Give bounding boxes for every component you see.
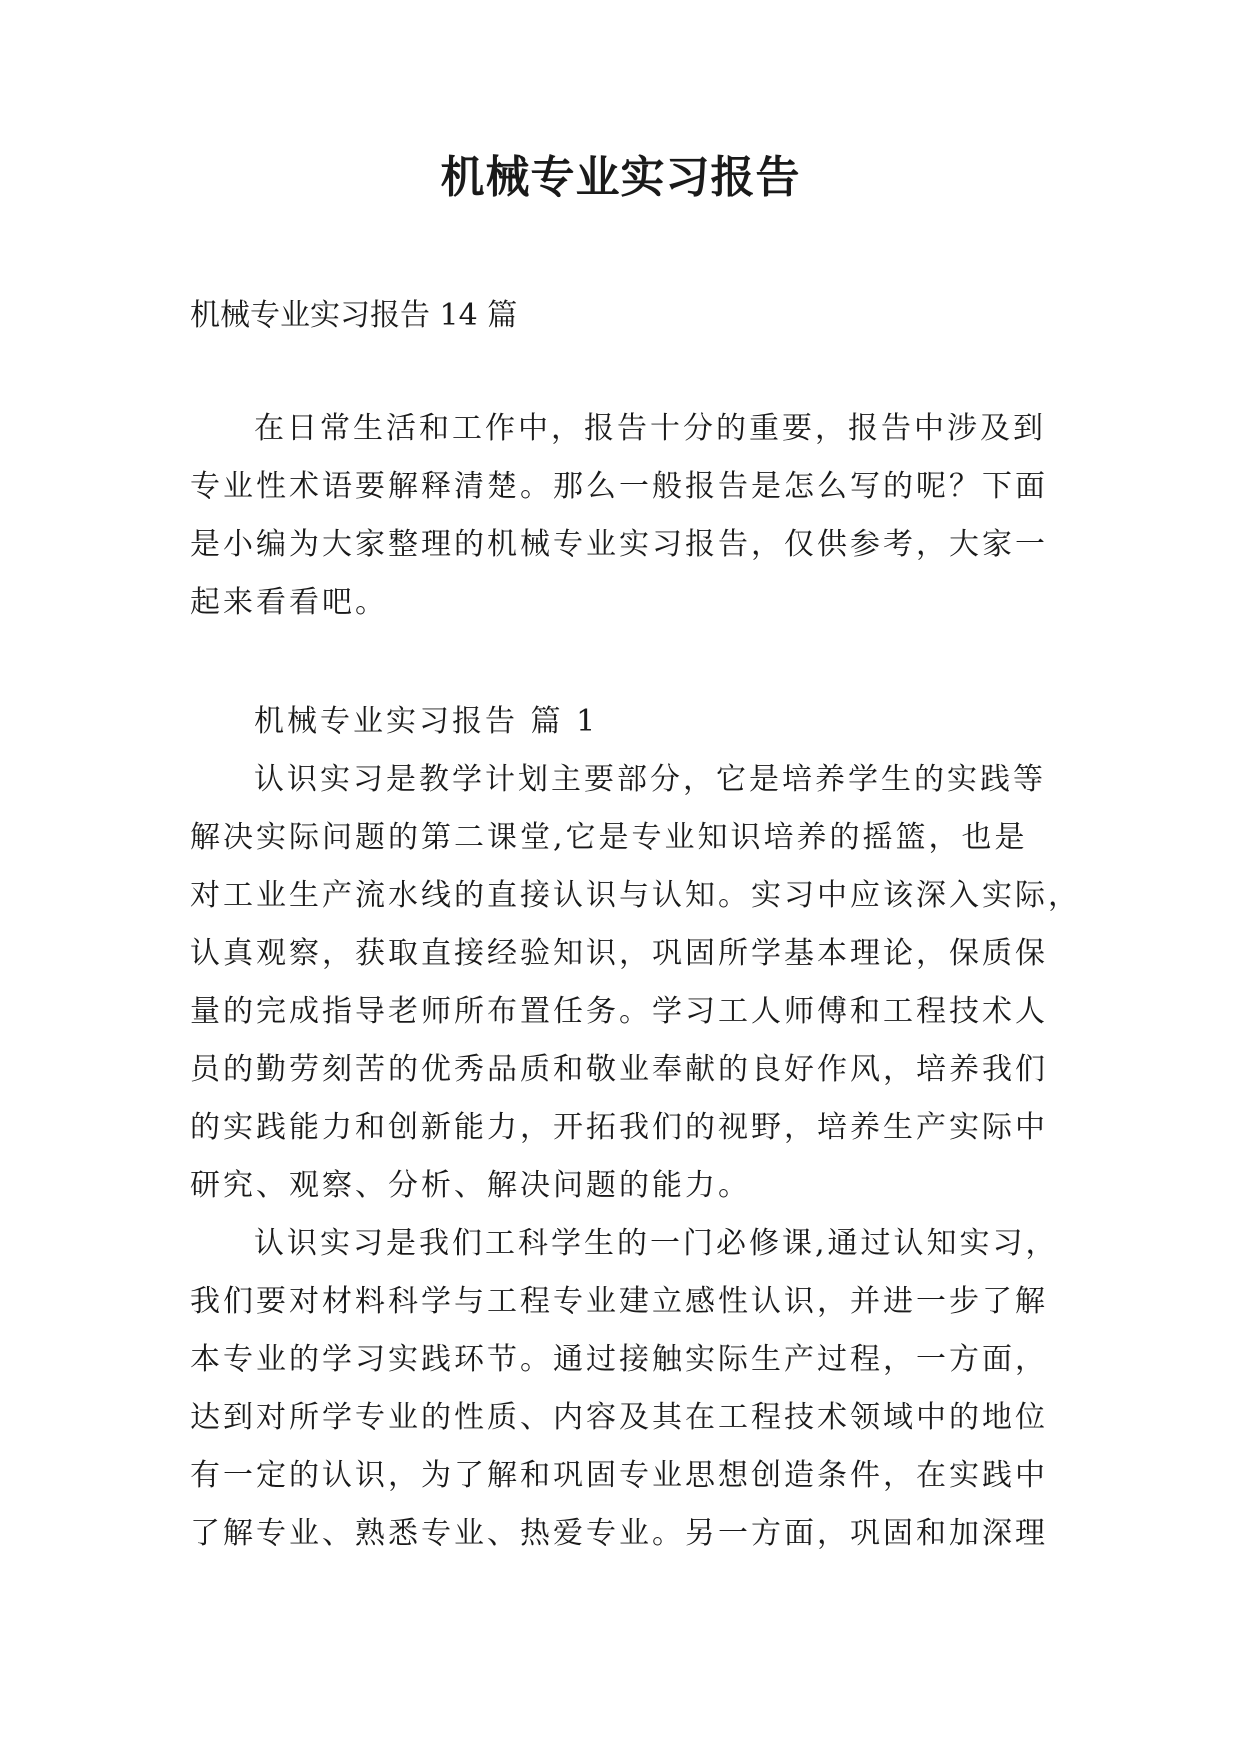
- text-line: 了解专业、熟悉专业、热爱专业。另一方面，巩固和加深理: [190, 1516, 1048, 1551]
- text-line: 研究、观察、分析、解决问题的能力。: [190, 1168, 751, 1203]
- text-line: 有一定的认识，为了解和巩固专业思想创造条件，在实践中: [190, 1458, 1048, 1493]
- text-line: 我们要对材料科学与工程专业建立感性认识，并进一步了解: [190, 1284, 1048, 1319]
- text-line: 认真观察，获取直接经验知识，巩固所学基本理论，保质保: [190, 936, 1048, 971]
- document-subtitle: 机械专业实习报告 14 篇: [190, 298, 518, 333]
- section-1: [190, 693, 1081, 1563]
- text-line: 员的勤劳刻苦的优秀品质和敬业奉献的良好作风，培养我们: [190, 1052, 1048, 1087]
- text-line: 量的完成指导老师所布置任务。学习工人师傅和工程技术人: [190, 994, 1048, 1029]
- document-title: 机械专业实习报告: [440, 152, 801, 203]
- intro-paragraph: [190, 400, 1050, 632]
- text-line: 解决实际问题的第二课堂,它是专业知识培养的摇篮，也是: [190, 820, 1028, 855]
- text-line: 对工业生产流水线的直接认识与认知。实习中应该深入实际，: [190, 878, 1081, 913]
- section-heading: 机械专业实习报告 篇 1: [254, 704, 599, 739]
- text-line: 本专业的学习实践环节。通过接触实际生产过程，一方面，: [190, 1342, 1048, 1377]
- text-line: 在日常生活和工作中，报告十分的重要，报告中涉及到: [254, 411, 1046, 446]
- text-line: 认识实习是教学计划主要部分，它是培养学生的实践等: [254, 762, 1046, 797]
- text-line: 专业性术语要解释清楚。那么一般报告是怎么写的呢？下面: [190, 469, 1048, 504]
- text-line: 认识实习是我们工科学生的一门必修课,通过认知实习，: [254, 1226, 1059, 1261]
- text-line: 的实践能力和创新能力，开拓我们的视野，培养生产实际中: [190, 1110, 1048, 1145]
- text-line: 达到对所学专业的性质、内容及其在工程技术领域中的地位: [190, 1400, 1048, 1435]
- text-line: 是小编为大家整理的机械专业实习报告，仅供参考，大家一: [190, 527, 1048, 562]
- text-line: 起来看看吧。: [190, 585, 388, 620]
